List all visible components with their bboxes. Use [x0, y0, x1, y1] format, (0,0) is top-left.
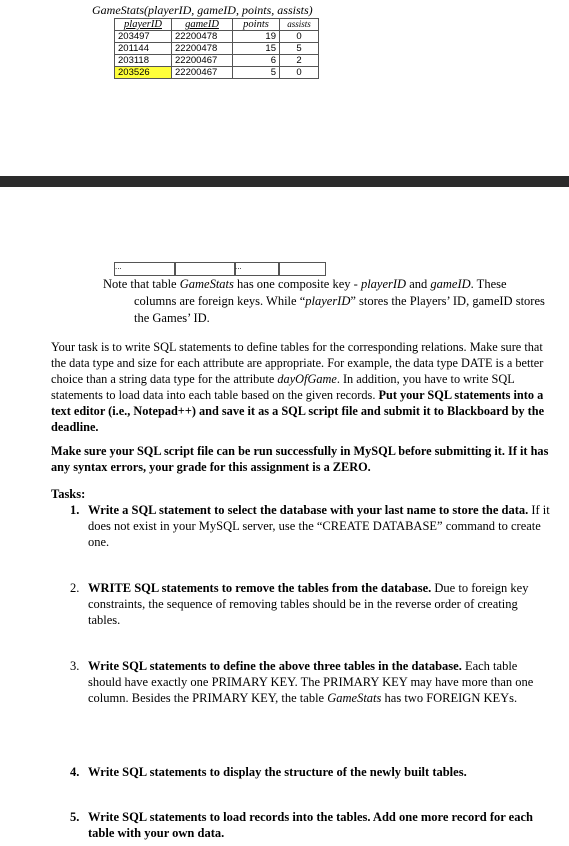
page-separator-band — [0, 176, 569, 187]
task-number: 2. — [70, 581, 80, 595]
task-text: If it does not exist in your MySQL server, use the “CREATE DATABASE” command to create one. — [88, 503, 550, 549]
table-cell: 0 — [280, 31, 319, 43]
column-header-assists: assists — [280, 19, 319, 31]
task-table-name: GameStats — [327, 691, 382, 705]
task-text: Due to foreign key constraints, the sequence of removing tables should be in the reverse order of creating tables. — [88, 581, 529, 627]
task-item-2 — [70, 580, 550, 628]
attribute-name: dayOfGame — [277, 372, 337, 386]
task-item-4 — [70, 764, 550, 780]
note-key: gameID — [430, 277, 471, 291]
table-cell: 22200478 — [172, 43, 233, 55]
gamestats-table — [114, 18, 319, 79]
table-cell: 6 — [233, 55, 280, 67]
task-item-1 — [70, 502, 550, 550]
table-cell: 2 — [280, 55, 319, 67]
table-cell: 201144 — [115, 43, 172, 55]
task-text: has two FOREIGN KEYs. — [381, 691, 518, 705]
task-item-5 — [70, 809, 550, 841]
table-cell: 203497 — [115, 31, 172, 43]
table-row — [115, 55, 319, 67]
submission-instructions: Put your SQL statements into a text editor (i.e., Notepad++) and save it as a SQL script file and submit it to Blackboard by the deadline. — [51, 388, 545, 434]
stub-cell-empty — [278, 262, 326, 276]
task-number: 4. — [70, 765, 80, 779]
instructions-text: Your task is to write SQL statements to define tables for the corresponding relations. Make sure that the data type and size for each attribute are appropriate. For example, the data type DATE is a better choice than a string data type for the attribute — [51, 340, 544, 386]
gamestats-schema-title: GameStats(playerID, gameID, points, assists) — [92, 3, 313, 17]
table-cell: 19 — [233, 31, 280, 43]
note-table-name: GameStats — [179, 277, 234, 291]
task-number: 1. — [70, 503, 80, 517]
note-text: and — [406, 277, 431, 291]
warning-paragraph: Make sure your SQL script file can be run successfully in MySQL before submitting it. If it has any syntax errors, your grade for this assignment is a ZERO. — [51, 444, 549, 474]
table-row — [115, 43, 319, 55]
stub-cell: ... — [234, 262, 280, 276]
column-header-gameid: gameID — [172, 19, 233, 31]
column-header-points: points — [233, 19, 280, 31]
table-cell: 22200467 — [172, 55, 233, 67]
table-cell: 15 — [233, 43, 280, 55]
note-text: Note that table — [103, 277, 180, 291]
tasks-heading: Tasks: — [51, 487, 86, 501]
table-cell: 22200478 — [172, 31, 233, 43]
table-cell: 5 — [280, 43, 319, 55]
note-text: columns are foreign keys. While “ — [134, 294, 306, 308]
note-text: . These — [470, 277, 507, 291]
task-title: WRITE SQL statements to remove the tables from the database. — [88, 581, 432, 595]
task-title: Write SQL statements to display the structure of the newly built tables. — [88, 765, 467, 779]
table-cell: 203118 — [115, 55, 172, 67]
highlighted-cell: 203526 — [115, 67, 172, 79]
stub-cell: ... — [114, 262, 176, 276]
table-header-row — [115, 19, 319, 31]
note-text: has one composite key - — [233, 277, 361, 291]
note-key: playerID — [360, 277, 407, 291]
task-title: Write SQL statements to define the above three tables in the database. — [88, 659, 462, 673]
task-number: 3. — [70, 659, 80, 673]
task-title: Write SQL statements to load records into the tables. Add one more record for each table with your own data. — [88, 810, 533, 840]
column-header-playerid: playerID — [115, 19, 172, 31]
stub-cell-empty — [174, 262, 236, 276]
composite-key-note — [103, 276, 555, 327]
task-title: Write a SQL statement to select the database with your last name to store the data. — [88, 503, 529, 517]
instructions-text: . In addition, you have to write SQL statements to load data into each table based on the given records. — [51, 372, 515, 402]
task-text: Each table should have exactly one PRIMARY KEY. The PRIMARY KEY may have more than one column. Besides the PRIMARY KEY, the table — [88, 659, 534, 705]
table-row — [115, 31, 319, 43]
note-key: playerID — [305, 294, 351, 308]
table-cell: 0 — [280, 67, 319, 79]
note-text: ” stores the Players’ ID, gameID stores the Games’ ID. — [134, 294, 545, 325]
table-cell: 5 — [233, 67, 280, 79]
instructions-paragraph — [51, 339, 551, 435]
table-row — [115, 67, 319, 79]
task-number: 5. — [70, 810, 80, 824]
table-cell: 22200467 — [172, 67, 233, 79]
task-item-3 — [70, 658, 550, 706]
